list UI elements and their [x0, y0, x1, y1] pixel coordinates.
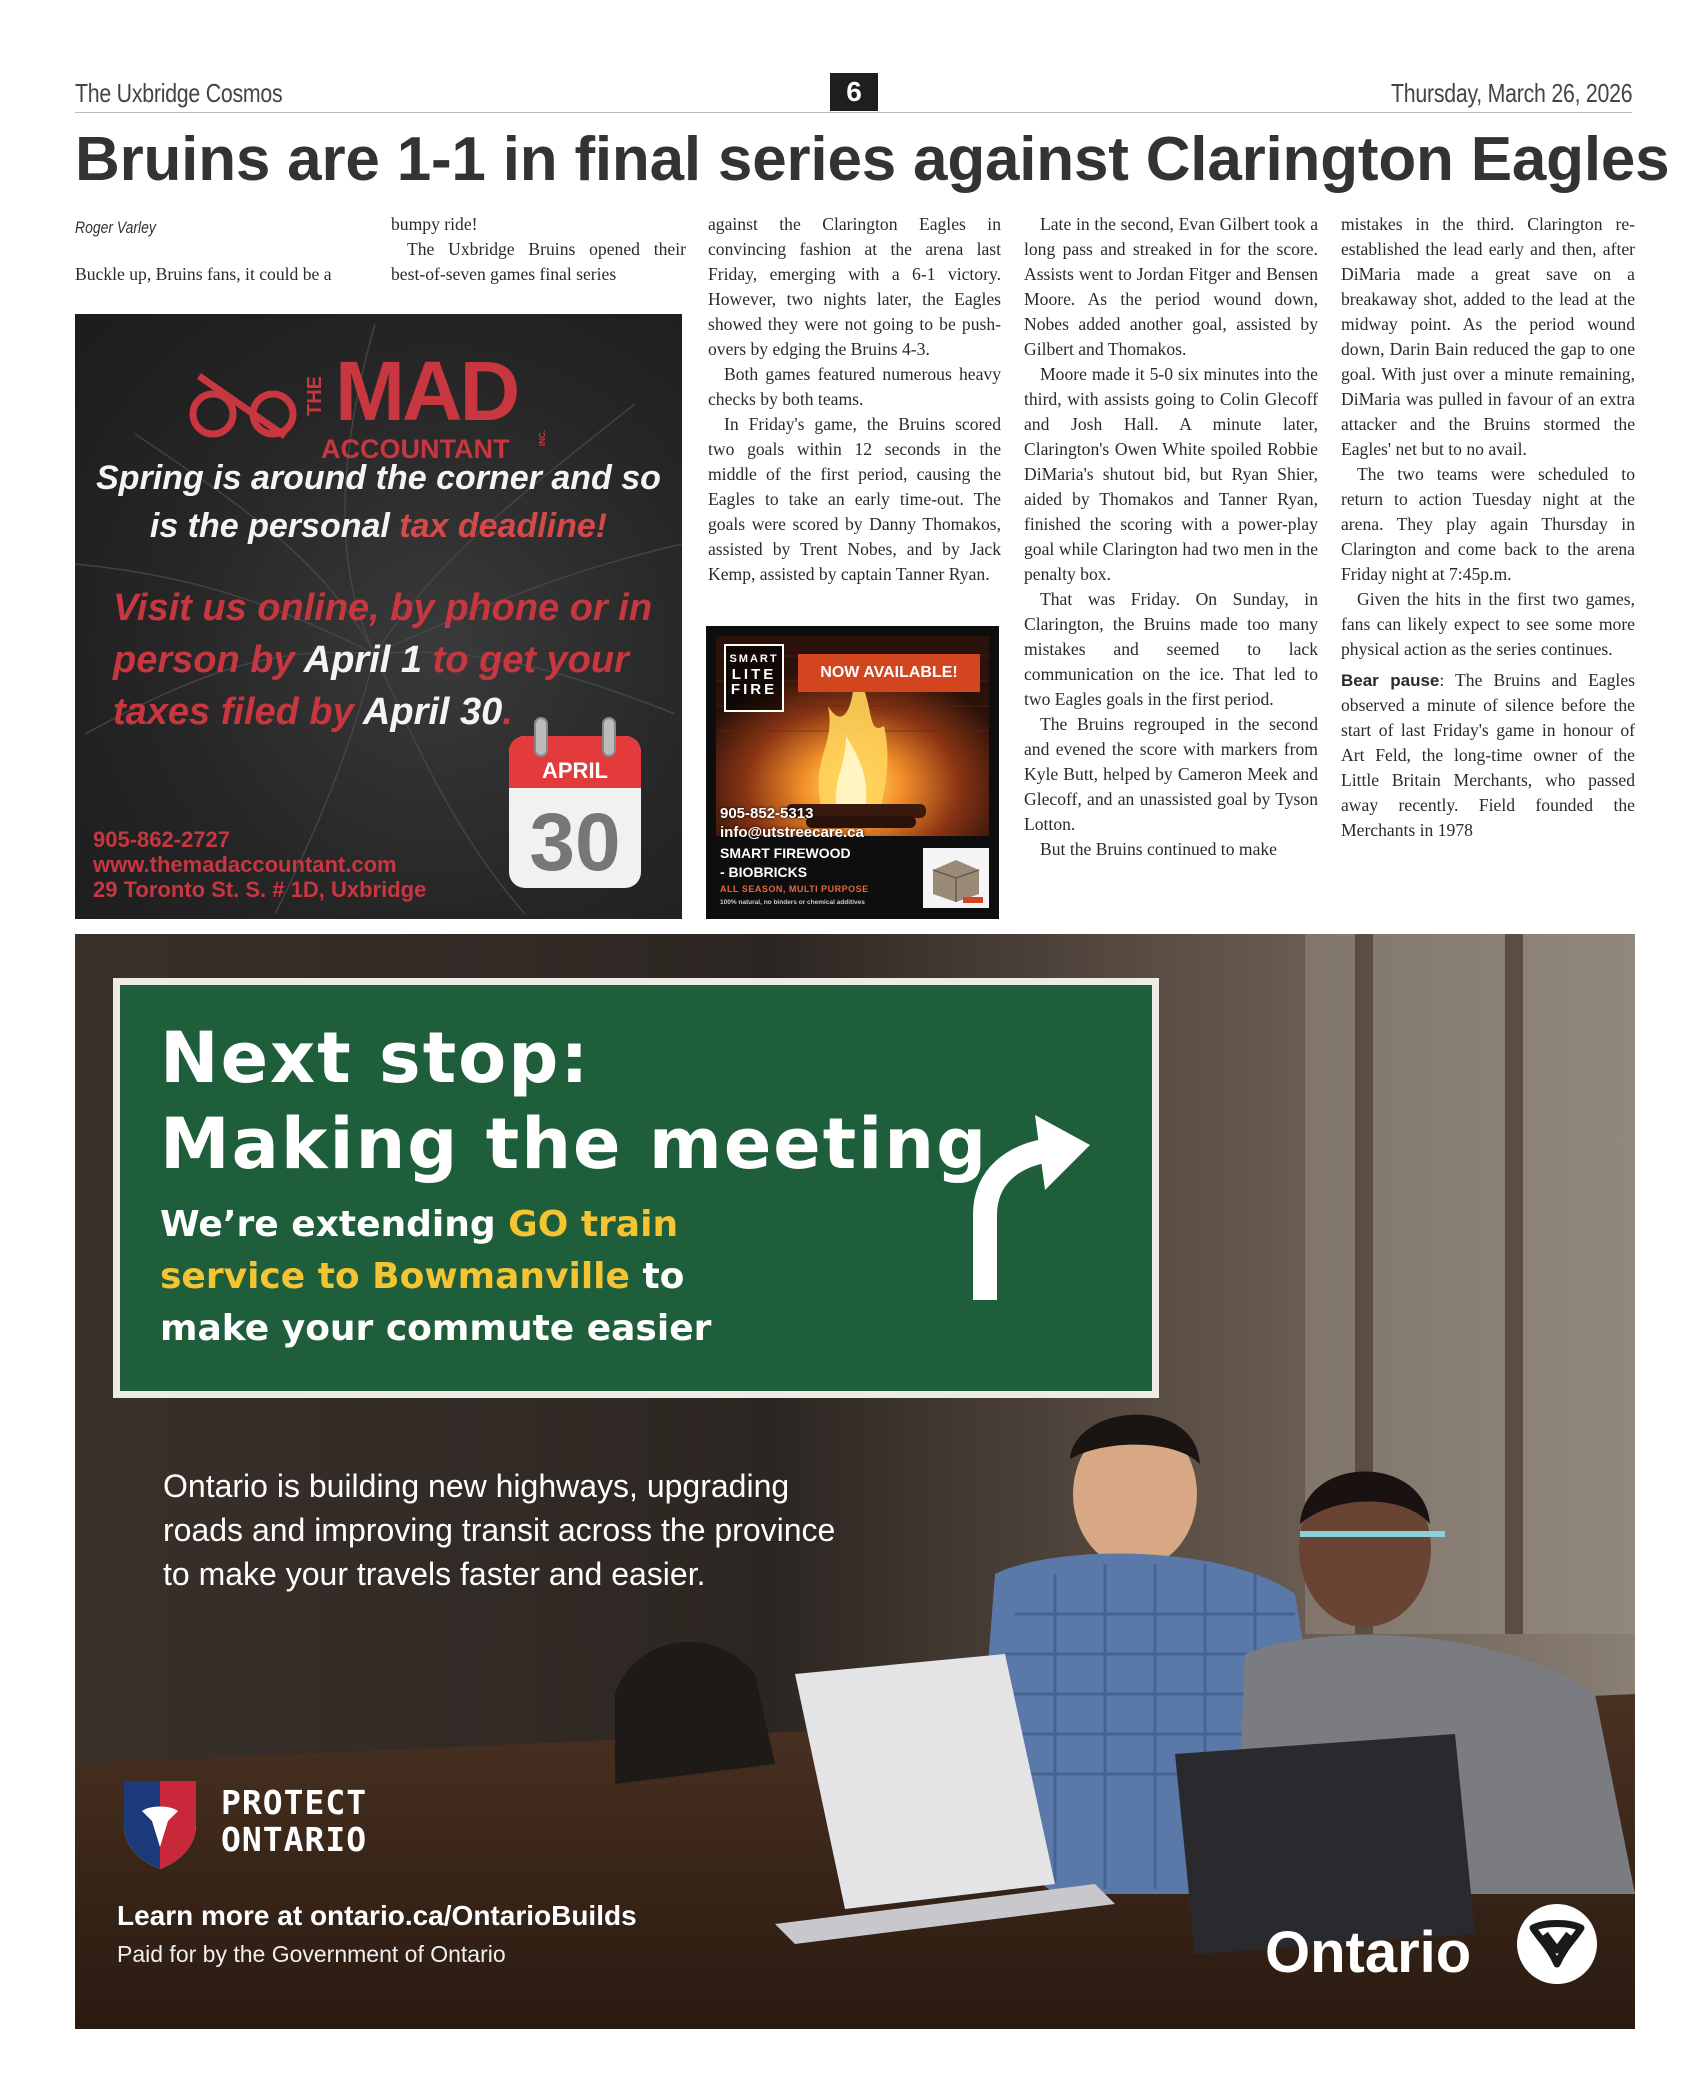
- paragraph: Moore made it 5-0 six minutes into the third, with assists going to Colin Glecoff and Josh Hall. A minute later, Clarington's Owen White spoiled Robbie DiMaria's shutout bid, but Ryan Shier, aided by Thomakos and Tanner Ryan, finished the scoring with a power-play goal while Clarington had two men in the penalty box.: [1024, 364, 1318, 584]
- fire-contact: [720, 804, 864, 842]
- visit-period: .: [502, 691, 513, 733]
- mad-contact-block: [93, 827, 426, 902]
- mad-address: 29 Toronto St. S. # 1D, Uxbridge: [93, 877, 427, 902]
- product-line: - BIOBRICKS: [720, 864, 808, 880]
- article-headline: Bruins are 1-1 in final series against Clarington Eagles: [75, 125, 1670, 194]
- tagline-line-2: [75, 502, 682, 550]
- paragraph: But the Bruins continued to make: [1040, 839, 1277, 859]
- bear-pause-text: : The Bruins and Eagles observed a minute of silence before the start of last Friday's game in honour of Art Feld, the long-time owner of the Little Britain Merchants, who passed away recently. Field founded the Merchants in 1978: [1341, 670, 1635, 840]
- paragraph: Late in the second, Evan Gilbert took a long pass and streaked in for the score. Assists went to Jordan Fitger and Bensen Moore. As the period wound down, Nobes added another goal, assisted by Gilbert and Thomakos.: [1024, 214, 1318, 359]
- ontario-wordmark: Ontario: [1265, 1920, 1472, 1985]
- tagline-line-1: Spring is around the corner and so: [96, 459, 661, 497]
- paragraph: mistakes in the third. Clarington re-established the lead early and then, after DiMaria made a great save on a breakaway shot, added to the lead at the midway point. As the period wound down, Darin Bain reduced the gap to one goal. With just over a minute remaining, DiMaria was pulled in favour of an extra attacker and the Bruins stormed the Eagles' net but to no avail.: [1341, 214, 1635, 459]
- protect-ontario-shield-icon: [120, 1777, 200, 1873]
- paragraph: The Uxbridge Bruins opened their best-of-seven games final series: [391, 239, 686, 284]
- paragraph: against the Clarington Eagles in convincing fashion at the arena last Friday, emerging with a 6-1 victory. However, two nights later, the Eagles showed they were not going to be push-overs by edging the Bruins 4-3.: [708, 214, 1001, 359]
- visit-date-2: April 30: [362, 691, 503, 733]
- paragraph: Buckle up, Bruins fans, it could be a: [75, 264, 332, 284]
- learn-more-link[interactable]: Learn more at ontario.ca/OntarioBuilds: [117, 1900, 637, 1931]
- body-line: Ontario is building new highways, upgrading: [163, 1468, 790, 1504]
- ontario-builds-ad[interactable]: [75, 934, 1635, 2029]
- logo-line: LITE: [731, 666, 777, 683]
- tagline-text: is the personal: [149, 507, 400, 545]
- smart-lite-fire-logo: [724, 644, 784, 712]
- sign-sub-text: We’re extending: [160, 1204, 509, 1245]
- highway-sign: [113, 978, 1159, 1398]
- product-name: [720, 844, 851, 882]
- fire-phone[interactable]: 905-852-5313: [720, 805, 814, 822]
- paragraph: In Friday's game, the Bruins scored two goals within 12 seconds in the middle of the first period, causing the Eagles to take an early time-out. The goals were scored by Danny Thomakos, assisted by Trent Nobes, and by Jack Kemp, assisted by captain Tanner Ryan.: [708, 414, 1001, 584]
- tagline-highlight: tax deadline!: [399, 507, 608, 545]
- body-line: to make your travels faster and easier.: [163, 1556, 706, 1592]
- season-tagline: ALL SEASON, MULTI PURPOSE: [720, 884, 869, 894]
- bear-pause-label: Bear pause: [1341, 671, 1440, 690]
- sign-headline: [160, 1015, 988, 1187]
- turn-arrow-icon: [955, 1105, 1095, 1305]
- article-column-2: [391, 212, 686, 287]
- mad-accountant-logo: [185, 336, 625, 466]
- mad-website-link[interactable]: www.themadaccountant.com: [93, 852, 397, 877]
- mad-phone[interactable]: 905-862-2727: [93, 827, 231, 852]
- paper-name: The Uxbridge Cosmos: [75, 78, 283, 108]
- paragraph: Both games featured numerous heavy checks by both teams.: [708, 364, 1001, 409]
- product-line: SMART FIREWOOD: [720, 845, 851, 861]
- now-available-banner: NOW AVAILABLE!: [798, 654, 980, 692]
- article-column-5: [1341, 212, 1635, 843]
- sign-sub-highlight: GO train: [508, 1204, 679, 1245]
- protect-line: ONTARIO: [221, 1820, 368, 1859]
- bear-pause-paragraph: [1341, 668, 1635, 843]
- page-number: 6: [830, 73, 878, 111]
- fire-email-link[interactable]: info@utstreecare.ca: [720, 824, 864, 841]
- issue-date: Thursday, March 26, 2026: [1390, 78, 1632, 108]
- paragraph: The Bruins regrouped in the second and evened the score with markers from Kyle Butt, helped by Cameron Meek and Glecoff, and an unassisted goal by Tyson Lotton.: [1024, 714, 1318, 834]
- paragraph: bumpy ride!: [391, 214, 478, 234]
- logo-accountant: ACCOUNTANT: [321, 434, 510, 464]
- biobrick-box-image: [923, 848, 989, 908]
- sign-headline-line: Next stop:: [160, 1017, 591, 1099]
- article-column-4: [1024, 212, 1318, 862]
- sign-headline-line: Making the meeting: [160, 1103, 989, 1185]
- paid-for-notice: Paid for by the Government of Ontario: [117, 1941, 506, 1967]
- article-column-1: [75, 262, 370, 287]
- visit-text: Visit us online, by phone or in person by: [113, 587, 653, 681]
- sign-sub-highlight: service to Bowmanville: [160, 1256, 630, 1297]
- logo-line: SMART: [729, 653, 779, 665]
- mad-accountant-ad[interactable]: [75, 314, 682, 919]
- sign-sub-text: make your commute easier: [160, 1308, 712, 1349]
- body-line: roads and improving transit across the province: [163, 1512, 836, 1548]
- logo-mad: MAD: [335, 344, 518, 438]
- paragraph: That was Friday. On Sunday, in Clarington, the Bruins made too many mistakes and seemed to lack communication on the ice. That led to two Eagles goals in the first period.: [1024, 589, 1318, 709]
- visit-date-1: April 1: [303, 639, 422, 681]
- byline: Roger Varley: [75, 218, 156, 237]
- sign-sub-text: to: [629, 1256, 685, 1297]
- protect-ontario-wordmark: [221, 1784, 367, 1858]
- paragraph: Given the hits in the first two games, fans can likely expect to see some more physical action as the series continues.: [1341, 589, 1635, 659]
- natural-note: 100% natural, no binders or chemical additives: [720, 899, 865, 906]
- ontario-body-text: [163, 1464, 835, 1596]
- header-rule: [75, 112, 1632, 113]
- trillium-logo-icon: [1515, 1902, 1599, 1986]
- logo-the: THE: [304, 376, 326, 416]
- logo-line: FIRE: [730, 681, 778, 698]
- logo-inc: INC.: [538, 430, 547, 446]
- article-column-3: [708, 212, 1001, 587]
- firewood-ad[interactable]: [706, 626, 999, 919]
- sign-subtext: [160, 1199, 711, 1355]
- calendar-month: APRIL: [542, 758, 608, 783]
- calendar-icon: [505, 714, 645, 892]
- protect-line: PROTECT: [221, 1783, 368, 1822]
- paragraph: The two teams were scheduled to return to action Tuesday night at the arena. They play again Thursday in Clarington and come back to the arena Friday night at 7:45p.m.: [1341, 464, 1635, 584]
- visit-text: to get your taxes filed by: [113, 639, 629, 733]
- calendar-day: 30: [529, 797, 621, 888]
